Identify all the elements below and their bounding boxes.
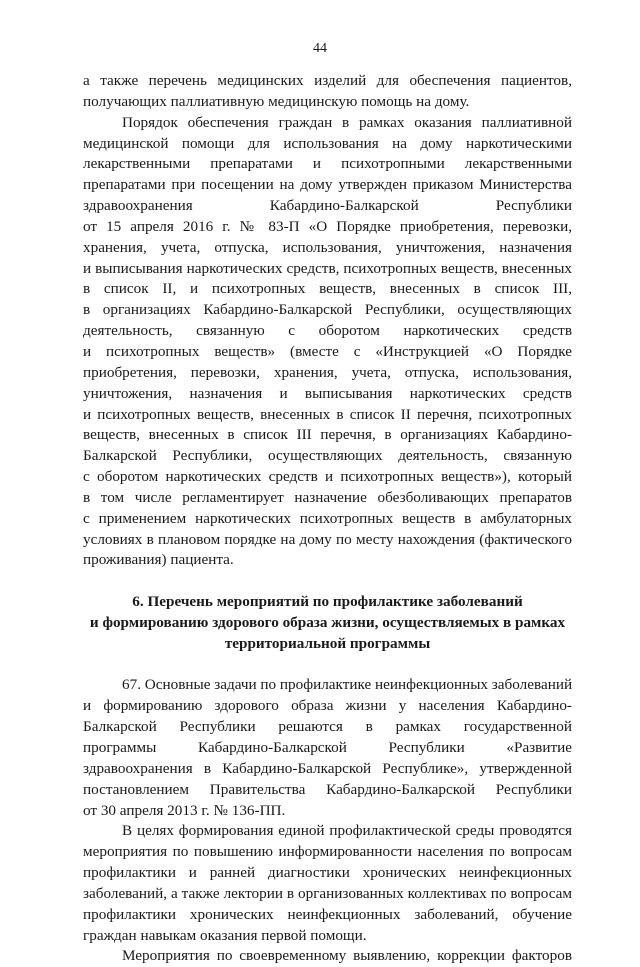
text-line: Балкарской Республики, осуществляющих деятельность, связанную <box>83 447 572 465</box>
text-line: 67. Основные задачи по профилактике неинфекционных заболеваний <box>122 676 572 694</box>
text-line: В целях формирования единой профилактической среды проводятся <box>122 822 572 840</box>
text-line: лекарственными препаратами и психотропными лекарственными <box>83 155 572 173</box>
text-line: в список II, и психотропных веществ, внесенных в список III, <box>83 280 572 298</box>
text-line: препаратами при посещении на дому утвержден приказом Министерства <box>83 176 572 194</box>
section-heading: 6. Перечень мероприятий по профилактике заболеваний <box>132 593 523 611</box>
text-line: профилактики хронических неинфекционных заболеваний, обучение <box>83 905 572 923</box>
text-line: мероприятия по повышению информированности населения по вопросам <box>83 843 572 861</box>
text-line: постановлением Правительства Кабардино-Балкарской Республики <box>83 780 572 798</box>
text-line: с применением наркотических психотропных веществ в амбулаторных <box>83 509 572 527</box>
text-line: а также перечень медицинских изделий для обеспечения пациентов, <box>83 72 572 89</box>
text-line: веществ, внесенных в список III перечня, в организациях Кабардино- <box>83 426 572 444</box>
text-line: уничтожения, назначения и выписывания наркотических средств <box>83 384 572 402</box>
text-line: Мероприятия по своевременному выявлению, коррекции факторов <box>122 947 572 965</box>
text-line: и психотропных веществ» (вместе с «Инструкцией «О Порядке <box>83 342 572 360</box>
text-line: условиях в плановом порядке на дому по месту нахождения (фактического <box>83 530 572 548</box>
text-line: проживания) пациента. <box>83 551 234 569</box>
text-line: в организациях Кабардино-Балкарской Республики, осуществляющих <box>83 301 572 319</box>
text-line: граждан навыкам оказания первой помощи. <box>83 926 367 944</box>
text-line: медицинской помощи для использования на дому наркотическими <box>83 134 572 152</box>
text-line: и формированию здорового образа жизни у населения Кабардино- <box>83 697 572 715</box>
text-line: Порядок обеспечения граждан в рамках оказания паллиативной <box>122 113 572 131</box>
document-body <box>83 71 572 967</box>
text-line: получающих паллиативную медицинскую помощь на дому. <box>83 92 470 110</box>
text-line: от 30 апреля 2013 г. № 136-ПП. <box>83 801 286 819</box>
text-line: и выписывания наркотических средств, психотропных веществ, внесенных <box>83 259 572 277</box>
text-line: приобретения, перевозки, хранения, учета, отпуска, использования, <box>83 363 572 381</box>
page-number: 44 <box>313 41 327 56</box>
text-line: здравоохранения Кабардино-Балкарской Республики <box>83 197 572 215</box>
text-line: заболеваний, а также лектории в организованных коллективах по вопросам <box>83 884 572 902</box>
text-line: с оборотом наркотических средств и психотропных веществ»), который <box>83 468 572 486</box>
text-line: деятельность, связанную с оборотом наркотических средств <box>83 322 572 340</box>
section-heading: территориальной программы <box>224 634 431 652</box>
text-line: программы Кабардино-Балкарской Республики «Развитие <box>83 739 572 756</box>
text-line: в том числе регламентирует назначение обезболивающих препаратов <box>83 488 572 506</box>
text-line: и психотропных веществ, внесенных в список II перечня, психотропных <box>83 405 572 423</box>
section-heading: и формированию здорового образа жизни, осуществляемых в рамках <box>89 613 566 631</box>
text-line: здравоохранения в Кабардино-Балкарской Республике», утвержденной <box>83 759 572 777</box>
text-line: от 15 апреля 2016 г. № 83-П «О Порядке приобретения, перевозки, <box>83 217 572 235</box>
text-line: Балкарской Республики решаются в рамках государственной <box>83 718 572 736</box>
text-line: хранения, учета, отпуска, использования, уничтожения, назначения <box>83 238 572 256</box>
text-line: профилактики и ранней диагностики хронических неинфекционных <box>83 864 572 882</box>
